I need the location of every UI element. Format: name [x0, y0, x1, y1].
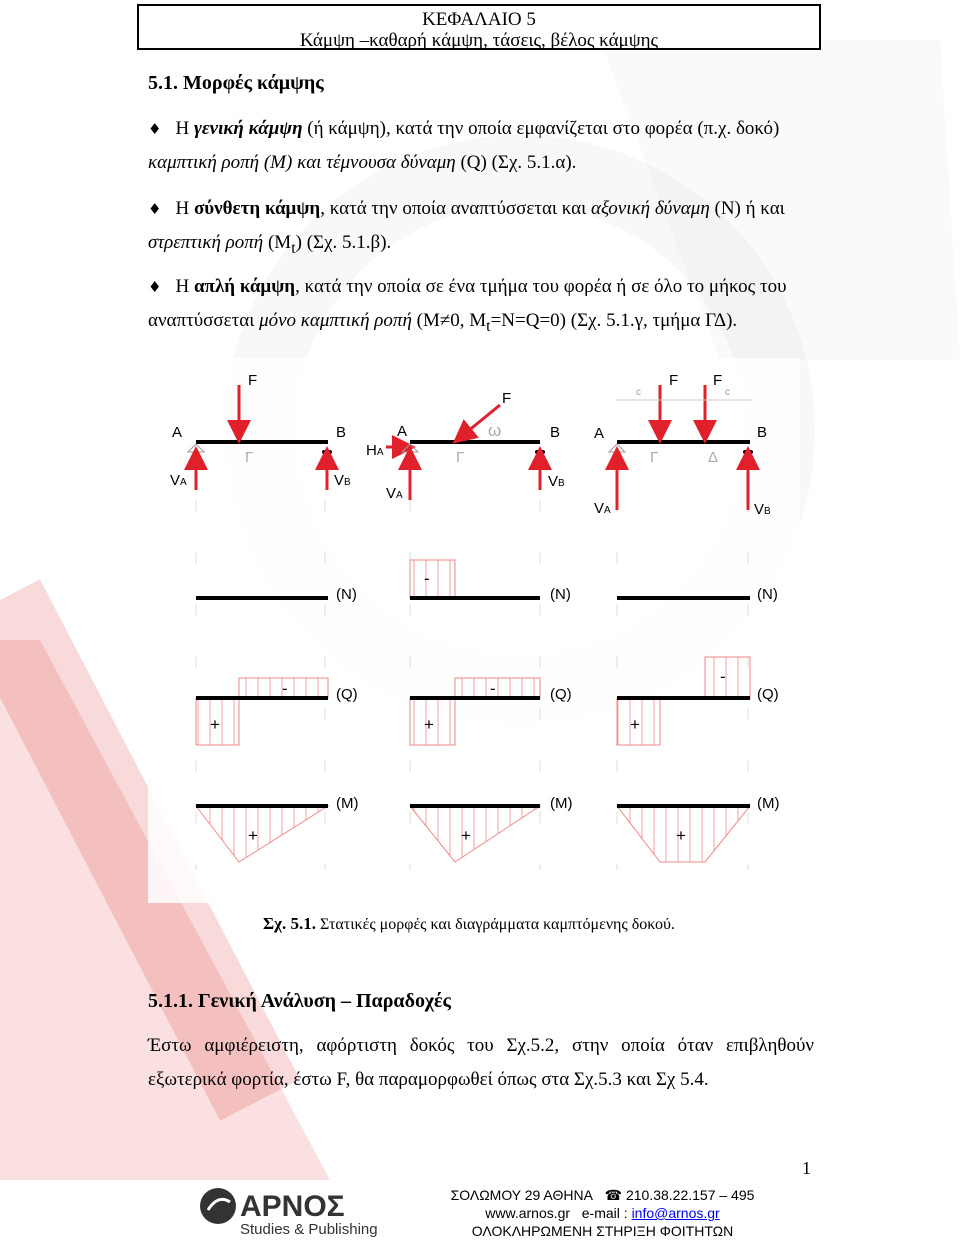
diamond-bullet-icon: ♦	[148, 200, 162, 218]
figure-caption: Σχ. 5.1. Στατικές μορφές και διαγράμματα καμπτόμενης δοκού.	[263, 914, 675, 933]
svg-text:-: -	[424, 569, 430, 588]
svg-text:HA: HA	[366, 442, 384, 459]
svg-text:(N): (N)	[336, 586, 357, 603]
arnos-logo	[196, 1180, 416, 1240]
bullet-compound-bending: ♦ Η σύνθετη κάμψη, κατά την οποία αναπτύσσεται και αξονική δύναμη (Ν) ή και στρεπτική ροπή $(M_t)$ (Σχ. 5.1.β).	[148, 198, 785, 257]
svg-text:B: B	[757, 424, 768, 441]
svg-text:-: -	[490, 679, 496, 698]
svg-text:F: F	[713, 372, 723, 389]
telephone-icon: ☎	[604, 1187, 623, 1203]
svg-text:-: -	[720, 667, 726, 686]
svg-text:+: +	[676, 826, 686, 845]
svg-text:B: B	[550, 424, 561, 441]
svg-text:Studies & Publishing: Studies & Publishing	[240, 1221, 378, 1238]
beam-diagrams-figure	[0, 355, 960, 910]
body-line-1: Έστω αμφιέρειστη, αφόρτιστη δοκός του Σχ.5.2, στην οποία όταν επιβληθούν	[148, 1035, 814, 1056]
svg-text:(M): (M)	[757, 795, 780, 812]
svg-text:c: c	[725, 387, 730, 398]
label-f: F	[248, 372, 258, 389]
svg-text:Γ: Γ	[650, 449, 659, 466]
svg-text:A: A	[397, 423, 408, 440]
svg-text:(Q): (Q)	[757, 686, 779, 703]
svg-text:Δ: Δ	[708, 449, 719, 466]
svg-text:VA: VA	[170, 472, 187, 489]
footer-email-link[interactable]: info@arnos.gr	[631, 1205, 720, 1221]
svg-text:-: -	[282, 679, 288, 698]
svg-text:ΑΡΝΟΣ: ΑΡΝΟΣ	[240, 1190, 345, 1223]
svg-text:+: +	[210, 715, 220, 734]
bullet-simple-bending: ♦ Η απλή κάμψη, κατά την οποία σε ένα τμήμα του φορέα ή σε όλο το μήκος του αναπτύσσεται μόνο καμπτική ροπή (Μ≠0, $M_t=N=Q=0$) (Σχ. 5.1.γ, τμήμα ΓΔ).	[148, 276, 787, 335]
svg-text:(Q): (Q)	[550, 686, 572, 703]
svg-text:c: c	[636, 387, 641, 398]
svg-text:B: B	[336, 424, 347, 441]
bullet-general-bending: ♦ Η γενική κάμψη (ή κάμψη), κατά την οποία εμφανίζεται στο φορέα (π.χ. δοκό) καμπτική ροπή (Μ) και τέμνουσα δύναμη (Q) (Σχ. 5.1.α).	[148, 118, 780, 173]
svg-text:(M): (M)	[336, 795, 359, 812]
svg-text:F: F	[502, 390, 512, 407]
svg-text:+: +	[630, 715, 640, 734]
footer-support: ΟΛΟΚΛΗΡΩΜΕΝΗ ΣΤΗΡΙΞΗ ΦΟΙΤΗΤΩΝ	[471, 1223, 734, 1239]
svg-text:+: +	[461, 826, 471, 845]
footer-web-link[interactable]: www.arnos.gr	[485, 1205, 571, 1221]
chapter-title: ΚΕΦΑΛΑΙΟ 5	[422, 9, 536, 30]
svg-text:A: A	[594, 425, 605, 442]
svg-text:ω: ω	[488, 421, 502, 440]
svg-text:(N): (N)	[757, 586, 778, 603]
section-heading: 5.1. Μορφές κάμψης	[148, 72, 324, 94]
svg-text:A: A	[172, 424, 183, 441]
svg-text:Γ: Γ	[245, 449, 254, 466]
svg-text:VA: VA	[386, 485, 403, 502]
svg-text:VB: VB	[334, 472, 351, 489]
svg-text:+: +	[248, 826, 258, 845]
svg-text:VB: VB	[754, 501, 771, 518]
svg-text:+: +	[424, 715, 434, 734]
svg-text:(Q): (Q)	[336, 686, 358, 703]
chapter-header	[137, 4, 821, 50]
svg-text:F: F	[669, 372, 679, 389]
svg-text:(M): (M)	[550, 795, 573, 812]
svg-text:Γ: Γ	[456, 449, 465, 466]
svg-text:(N): (N)	[550, 586, 571, 603]
footer-address: ΣΟΛΩΜΟΥ 29 ΑΘΗΝΑ	[450, 1187, 593, 1203]
chapter-subtitle: Κάμψη –καθαρή κάμψη, τάσεις, βέλος κάμψης	[299, 30, 659, 51]
footer-phone: 210.38.22.157 – 495	[625, 1187, 755, 1203]
svg-text:VA: VA	[594, 500, 611, 517]
subsection-heading: 5.1.1. Γενική Ανάλυση – Παραδοχές	[148, 990, 451, 1012]
body-line-2: εξωτερικά φορτία, έστω F, θα παραμορφωθεί όπως στα Σχ.5.3 και Σχ 5.4.	[148, 1069, 709, 1090]
page-number: 1	[802, 1158, 811, 1178]
diamond-bullet-icon: ♦	[148, 120, 162, 138]
footer-info: ΣΟΛΩΜΟΥ 29 ΑΘΗΝΑ ☎ 210.38.22.157 – 495 www.arnos.gr e-mail : info@arnos.gr ΟΛΟΚΛΗΡΩΜΕΝΗ ΣΤΗΡΙΞΗ ΦΟΙΤΗΤΩΝ	[430, 1186, 775, 1240]
svg-text:VB: VB	[548, 473, 565, 490]
diamond-bullet-icon: ♦	[148, 278, 162, 296]
